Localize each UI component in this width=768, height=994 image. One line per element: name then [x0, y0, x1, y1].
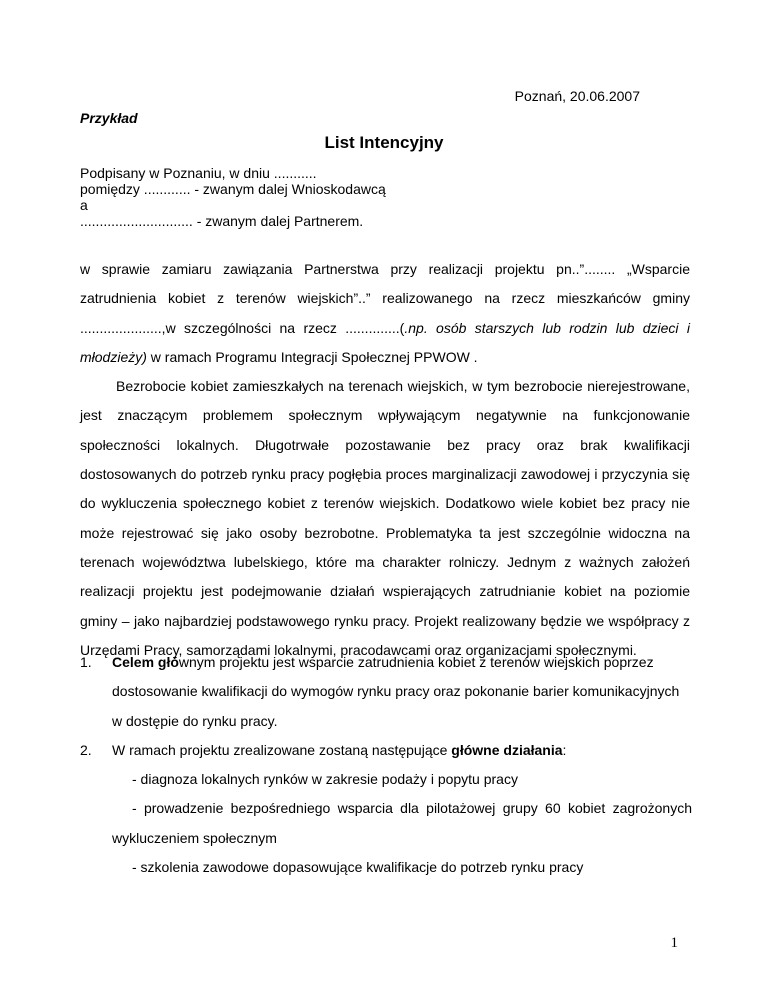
page-number: 1 — [670, 935, 678, 951]
paragraph-background: Bezrobocie kobiet zamieszkałych na terenach wiejskich, w tym bezrobocie nierejestrowane, jest znaczącym problemem społecznym wpływającym negatywnie na funkcjonowanie społeczności lokalnych. Długotrwałe pozostawanie bez pracy oraz brak kwalifikacji dostosowanych do potrzeb rynku pracy pogłębia proces marginalizacji zawodowej i przyczynia się do wykluczenia społecznego kobiet z terenów wiejskich. Dodatkowo wiele kobiet bez pracy nie może rejestrować się jako osoby bezrobotne. Problematyka ta jest szczególnie widoczna na terenach województwa lubelskiego, które ma charakter rolniczy. Jednym z ważnych założeń realizacji projektu jest podejmowanie działań wspierających zatrudnianie kobiet na poziomie gminy – jako najbardziej podstawowego rynku pracy. Projekt realizowany będzie we współpracy z Urzędami Pracy, samorządami lokalnymi, pracodawcami oraz organizacjami społecznymi. — [80, 378, 690, 658]
list-number: 1. — [80, 654, 92, 670]
numbered-list — [80, 648, 692, 882]
intro-line-and: a — [80, 197, 88, 213]
intro-line-partner: ............................. - zwanym dalej Partnerem. — [80, 213, 364, 229]
activity-item: - prowadzenie bezpośredniego wsparcia dla pilotażowej grupy 60 kobiet zagrożonych wykluczeniem społecznym — [112, 800, 692, 846]
paragraph-purpose-program: w ramach Programu Integracji Społecznej PPWOW . — [146, 348, 478, 365]
document-body — [80, 255, 690, 665]
goal-bold: Celem głó — [112, 654, 179, 670]
intro-line-place-date: Podpisany w Poznaniu, w dniu ........... — [80, 165, 317, 181]
paragraph-purpose — [80, 255, 690, 372]
intro-line-applicant: pomiędzy ............ - zwanym dalej Wnioskodawcą — [80, 181, 386, 197]
paragraph-purpose-text: w sprawie zamiaru zawiązania Partnerstwa przy realizacji projektu pn..”........ „Wsparcie zatrudnienia kobiet z terenów wiejskich”..” realizowanego na rzecz mieszkańców gminy .....................,w szczególności na rzecz ..............( — [80, 261, 690, 336]
paragraph-purpose-italic: .np. osób starszych lub rodzin lub dzieci i młodzieży) — [80, 319, 691, 365]
document-date: Poznań, 20.06.2007 — [514, 88, 640, 104]
list-number: 2. — [80, 741, 92, 758]
activity-item: - szkolenia zawodowe dopasowujące kwalifikacje do potrzeb rynku pracy — [132, 859, 584, 876]
list-item — [80, 736, 692, 882]
example-label: Przykład — [80, 110, 138, 126]
intro-block — [80, 165, 386, 229]
activities-bold: główne działania — [451, 741, 563, 758]
goal-text: wnym projektu jest wsparcie zatrudnienia kobiet z terenów wiejskich poprzez dostosowanie kwalifikacji do wymogów rynku pracy oraz pokonanie barier komunikacyjnych w dostępie do rynku pracy. — [112, 654, 680, 729]
activities-intro: W ramach projektu zrealizowane zostaną następujące — [112, 741, 452, 758]
list-item — [80, 648, 692, 736]
activity-item: - diagnoza lokalnych rynków w zakresie podaży i popytu pracy — [132, 771, 518, 788]
activities-colon: : — [562, 741, 567, 758]
document-title: List Intencyjny — [324, 133, 444, 152]
